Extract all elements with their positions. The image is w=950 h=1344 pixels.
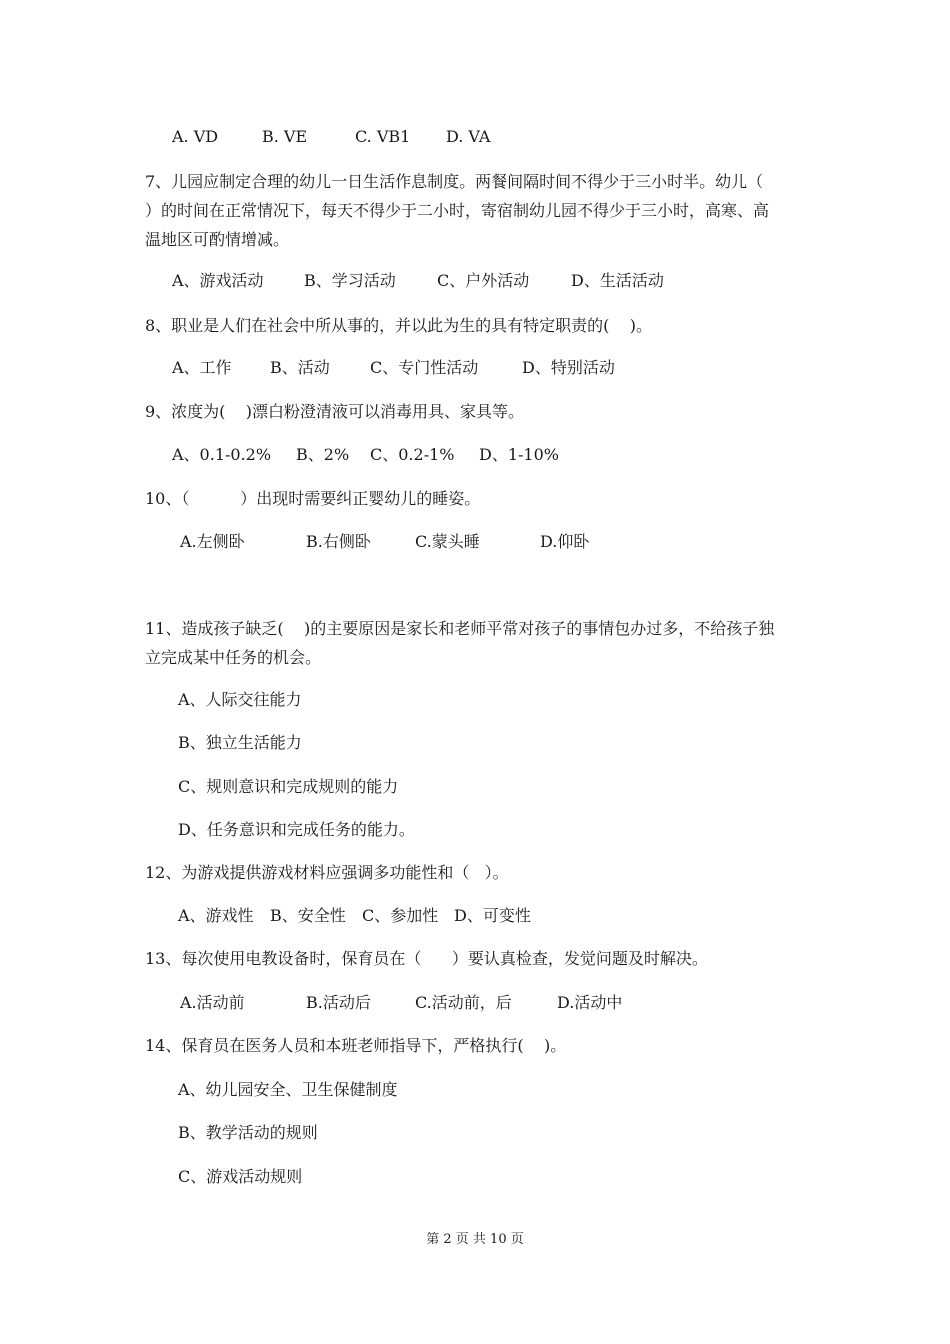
q12-option-b: B、安全性 bbox=[270, 906, 346, 925]
q12-option-c: C、参加性 bbox=[362, 906, 439, 925]
q7-text-line-1: 7、儿园应制定合理的幼儿一日生活作息制度。两餐间隔时间不得少于三小时半。幼儿（ bbox=[145, 172, 764, 191]
q11-option-d: D、任务意识和完成任务的能力。 bbox=[178, 820, 415, 839]
q7-text-line-3: 温地区可酌情增减。 bbox=[145, 230, 290, 249]
q13-option-a: A.活动前 bbox=[180, 993, 245, 1012]
q8-option-c: C、专门性活动 bbox=[370, 358, 479, 377]
q10-text: 10、（ ）出现时需要纠正婴幼儿的睡姿。 bbox=[145, 489, 481, 508]
q9-option-d: D、1-10% bbox=[479, 445, 559, 464]
q13-option-c: C.活动前，后 bbox=[415, 993, 512, 1012]
q7-option-c: C、户外活动 bbox=[437, 271, 530, 290]
q13-option-d: D.活动中 bbox=[557, 993, 623, 1012]
q11-option-c: C、规则意识和完成规则的能力 bbox=[178, 777, 399, 796]
q11-option-a: A、人际交往能力 bbox=[178, 690, 302, 709]
q14-option-a: A、幼儿园安全、卫生保健制度 bbox=[178, 1080, 398, 1099]
q6-option-a: A. VD bbox=[172, 127, 219, 146]
q14-option-c: C、游戏活动规则 bbox=[178, 1167, 303, 1186]
q7-option-d: D、生活活动 bbox=[571, 271, 664, 290]
q9-option-c: C、0.2-1% bbox=[370, 445, 455, 464]
q13-option-b: B.活动后 bbox=[306, 993, 371, 1012]
q14-text: 14、保育员在医务人员和本班老师指导下，严格执行( )。 bbox=[145, 1036, 567, 1055]
q7-option-a: A、游戏活动 bbox=[172, 271, 264, 290]
q11-text-line-2: 立完成某中任务的机会。 bbox=[145, 648, 322, 667]
q14-option-b: B、教学活动的规则 bbox=[178, 1123, 318, 1142]
q11-text-line-1: 11、造成孩子缺乏( )的主要原因是家长和老师平常对孩子的事情包办过多，不给孩子独 bbox=[145, 619, 775, 638]
q9-option-a: A、0.1-0.2% bbox=[172, 445, 272, 464]
q6-option-d: D. VA bbox=[446, 127, 491, 146]
q6-option-b: B. VE bbox=[262, 127, 308, 146]
q10-option-b: B.右侧卧 bbox=[306, 532, 371, 551]
q12-option-d: D、可变性 bbox=[454, 906, 531, 925]
q7-text-line-2: ）的时间在正常情况下，每天不得少于二小时，寄宿制幼儿园不得少于三小时，高寒、高 bbox=[145, 201, 770, 220]
q8-option-a: A、工作 bbox=[172, 358, 232, 377]
q7-option-b: B、学习活动 bbox=[304, 271, 396, 290]
q8-option-d: D、特别活动 bbox=[522, 358, 615, 377]
q13-text: 13、每次使用电教设备时，保育员在（ ）要认真检查，发觉问题及时解决。 bbox=[145, 949, 708, 968]
q12-text: 12、为游戏提供游戏材料应强调多功能性和（ ）。 bbox=[145, 863, 509, 882]
q9-option-b: B、2% bbox=[296, 445, 350, 464]
q9-text: 9、浓度为( )漂白粉澄清液可以消毒用具、家具等。 bbox=[145, 402, 525, 421]
q8-option-b: B、活动 bbox=[270, 358, 330, 377]
q10-option-c: C.蒙头睡 bbox=[415, 532, 480, 551]
q10-option-d: D.仰卧 bbox=[540, 532, 590, 551]
q6-option-c: C. VB1 bbox=[355, 127, 411, 146]
q12-option-a: A、游戏性 bbox=[178, 906, 254, 925]
q11-option-b: B、独立生活能力 bbox=[178, 733, 302, 752]
page-footer: 第 2 页 共 10 页 bbox=[426, 1232, 524, 1247]
q8-text: 8、职业是人们在社会中所从事的，并以此为生的具有特定职责的( )。 bbox=[145, 316, 653, 335]
q10-option-a: A.左侧卧 bbox=[180, 532, 245, 551]
